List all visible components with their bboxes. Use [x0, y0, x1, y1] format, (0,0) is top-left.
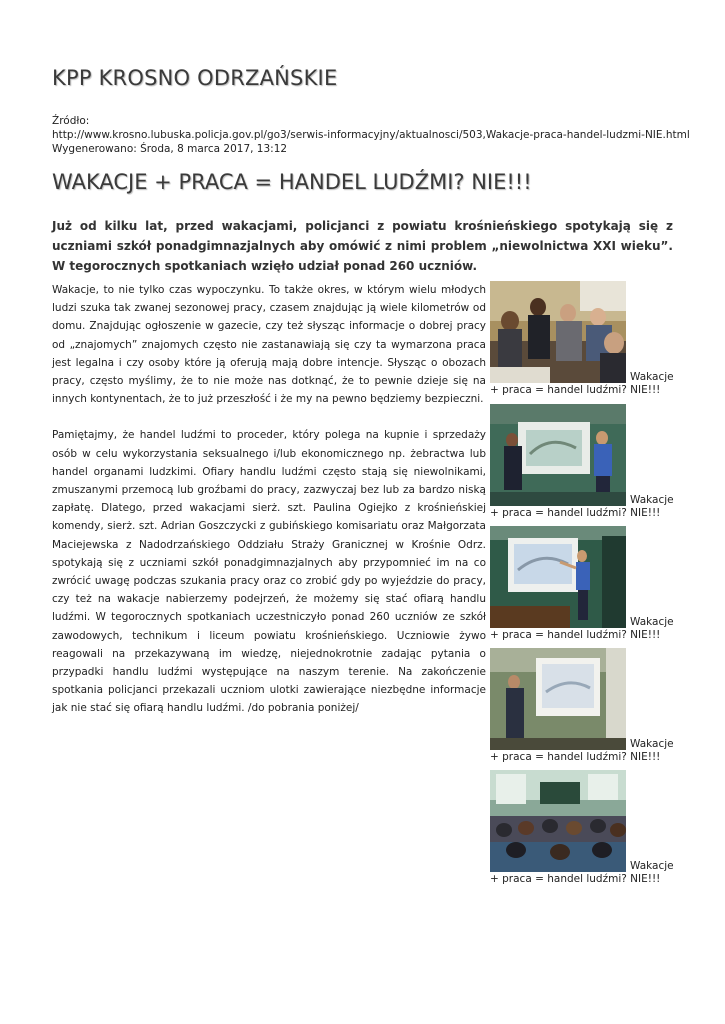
photo-caption-4a: Wakacje	[630, 738, 674, 750]
photo-caption-2b: + praca = handel ludźmi? NIE!!!	[490, 507, 661, 519]
generated-date: Wygenerowano: Środa, 8 marca 2017, 13:12	[52, 143, 288, 155]
article-paragraph-2: Pamiętajmy, że handel ludźmi to proceder, który polega na kupnie i sprzedaży osób w celu wykorzystania seksualnego i/lub ekonomicznego np. żebractwa lub handel organami ludzkimi. Ofiary handlu ludźmi często stają się niewolnikami, zmuszanymi przemocą lub groźbami do pracy, zazwyczaj bez lub za bardzo niską zapłatę. Dlatego, przed wakacjami sierż. szt. Paulina Ogiejko z krośnieńskiej komendy, sierż. szt. Adrian Goszczycki z gubińskiego komisariatu oraz Małgorzata Maciejewska z Nadodrzańskiego Oddziału Straży Granicznej w Krośnie Odrz. spotykają się z uczniami szkół ponadgimnazjalnych aby przypomnieć im na co zwrócić uwagę podczas szukania pracy oraz co zrobić gdy po wyjeździe do pracy, czy też na wakacje nabierzemy podejrzeń, że możemy się stać ofiarą handlu ludźmi. W tegorocznych spotkaniach uczestniczyło ponad 260 uczniów ze szkół zawodowych, technikum i liceum powiatu krośnieńskiego. Uczniowie żywo reagowali na przekazywaną im wiedzę, niejednokrotnie zadając pytania o przypadki handlu ludźmi występujące na naszym terenie. Na zakończenie spotkania policjanci przekazali uczniom ulotki zawierające niezbędne informacje jak nie stać się ofiarą handlu ludźmi. /do pobrania poniżej/	[52, 429, 486, 715]
photo-caption-2a: Wakacje	[630, 494, 674, 506]
photo-students-seated[interactable]	[490, 281, 626, 383]
source-info	[52, 114, 690, 156]
photo-caption-1b: + praca = handel ludźmi? NIE!!!	[490, 384, 661, 396]
article-body	[52, 281, 486, 736]
photo-caption-3b: + praca = handel ludźmi? NIE!!!	[490, 629, 661, 641]
photo-presentation-screen[interactable]	[490, 404, 626, 506]
article-paragraph-1: Wakacje, to nie tylko czas wypoczynku. To także okres, w którym wielu młodych ludzi szuka tak zwanej sezonowej pracy, czasem znajdując ją wiele kilometrów od domu. Znajdując ogłoszenie w gazecie, czy też słysząc informacje o dobrej pracy od „znajomych” znajomych często nie zastanawiają się czy ta wymarzona praca jest legalna i czy osoby które ją oferują mają dobre intencje. Słysząc o obozach pracy, często myślimy, że to nie może nas dotknąć, że to pewnie dzieje się na innych kontynentach, że to już przeszłość i że my na pewno będziemy bezpieczni.	[52, 284, 486, 406]
photo-classroom-audience[interactable]	[490, 770, 626, 872]
photo-officer-screen[interactable]	[490, 648, 626, 750]
source-url[interactable]: http://www.krosno.lubuska.policja.gov.pl/go3/serwis-informacyjny/aktualnosci/503,Wakacje-praca-handel-ludzmi-NIE.html	[52, 129, 690, 141]
photo-caption-5b: + praca = handel ludźmi? NIE!!!	[490, 873, 661, 885]
photo-presenter-pointing[interactable]	[490, 526, 626, 628]
article-lead: Już od kilku lat, przed wakacjami, policjanci z powiatu krośnieńskiego spotykają się z uczniami szkół ponadgimnazjalnych aby omówić z nimi problem „niewolnictwa XXI wieku”. W tegorocznych spotkaniach wzięło udział ponad 260 uczniów.	[52, 219, 673, 273]
article-title: WAKACJE + PRACA = HANDEL LUDŹMI? NIE!!!	[52, 170, 532, 194]
source-label: Źródło:	[52, 115, 90, 127]
photo-caption-1a: Wakacje	[630, 371, 674, 383]
photo-caption-4b: + praca = handel ludźmi? NIE!!!	[490, 751, 661, 763]
photo-caption-5a: Wakacje	[630, 860, 674, 872]
site-title: KPP KROSNO ODRZAŃSKIE	[52, 66, 338, 90]
photo-caption-3a: Wakacje	[630, 616, 674, 628]
